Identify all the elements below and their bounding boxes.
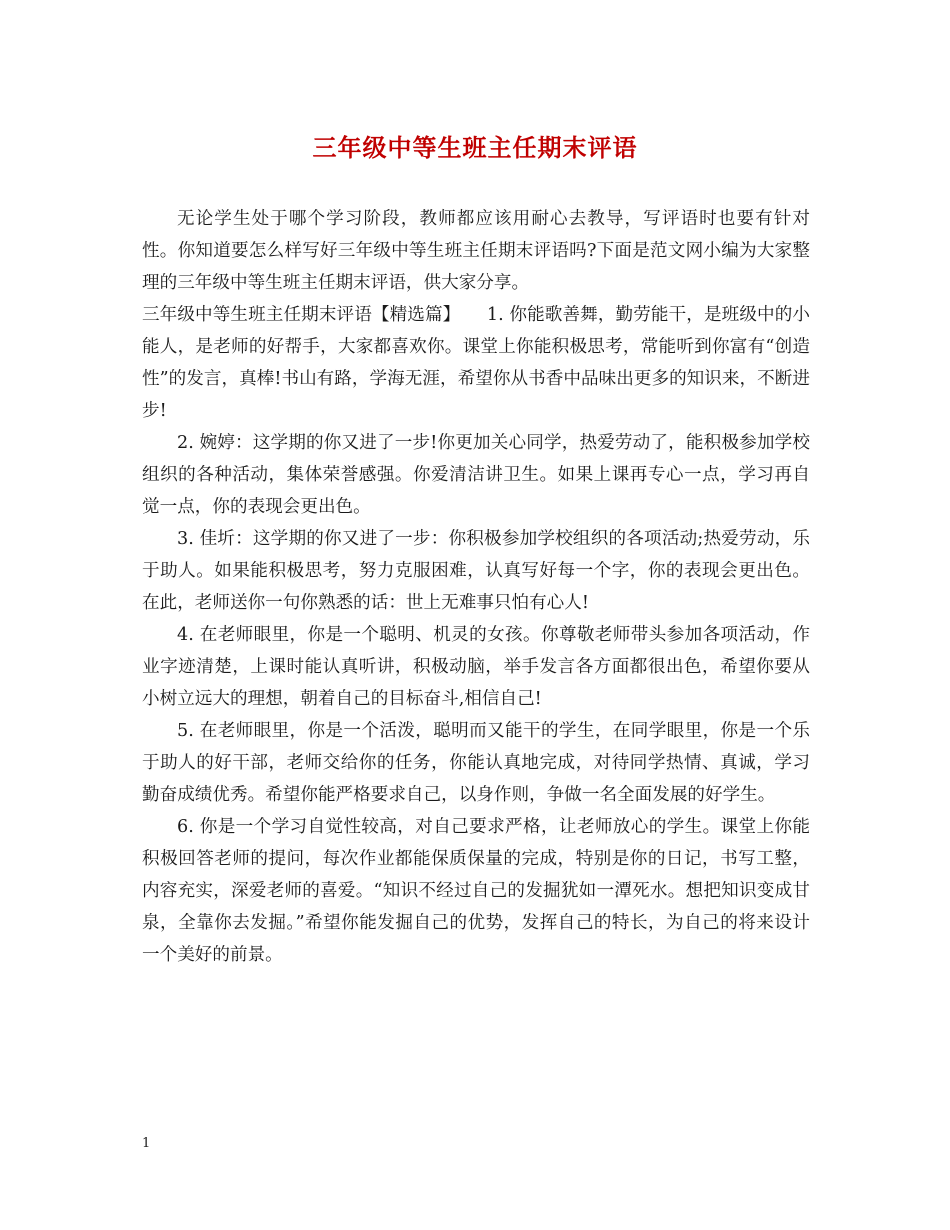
comment-paragraph-5: 5. 在老师眼里，你是一个活泼，聪明而又能干的学生，在同学眼里，你是一个乐于助人的好干部，老师交给你的任务，你能认真地完成，对待同学热情、真诚，学习勤奋成绩优秀。希望你能严格要求自己，以身作则，争做一名全面发展的好学生。 (142, 721, 810, 805)
document-body (142, 203, 810, 971)
comment-paragraph-1: 三年级中等生班主任期末评语【精选篇】 1. 你能歌善舞，勤劳能干，是班级中的小能人，是老师的好帮手，大家都喜欢你。课堂上你能积极思考，常能听到你富有“创造性”的发言，真棒!书山有路，学海无涯，希望你从书香中品味出更多的知识来，不断进步! (142, 305, 810, 421)
comment-paragraph-6: 6. 你是一个学习自觉性较高，对自己要求严格，让老师放心的学生。课堂上你能积极回答老师的提问，每次作业都能保质保量的完成，特别是你的日记，书写工整，内容充实，深爱老师的喜爱。“知识不经过自己的发掘犹如一潭死水。想把知识变成甘泉，全靠你去发掘。”希望你能发掘自己的优势，发挥自己的特长，为自己的将来设计一个美好的前景。 (142, 817, 810, 965)
comment-paragraph-4: 4. 在老师眼里，你是一个聪明、机灵的女孩。你尊敬老师带头参加各项活动，作业字迹清楚，上课时能认真听讲，积极动脑，举手发言各方面都很出色，希望你要从小树立远大的理想，朝着自己的目标奋斗,相信自己! (142, 625, 810, 709)
intro-paragraph: 无论学生处于哪个学习阶段，教师都应该用耐心去教导，写评语时也要有针对性。你知道要怎么样写好三年级中等生班主任期末评语吗?下面是范文网小编为大家整理的三年级中等生班主任期末评语，供大家分享。 (142, 209, 810, 293)
document-title: 三年级中等生班主任期末评语 (312, 133, 638, 162)
page-number: 1 (142, 1136, 151, 1151)
comment-paragraph-2: 2. 婉婷：这学期的你又进了一步!你更加关心同学，热爱劳动了，能积极参加学校组织的各种活动，集体荣誉感强。你爱清洁讲卫生。如果上课再专心一点，学习再自觉一点，你的表现会更出色。 (142, 433, 810, 517)
comment-paragraph-3: 3. 佳圻：这学期的你又进了一步：你积极参加学校组织的各项活动;热爱劳动，乐于助人。如果能积极思考，努力克服困难，认真写好每一个字，你的表现会更出色。在此，老师送你一句你熟悉的话：世上无难事只怕有心人! (142, 529, 810, 613)
